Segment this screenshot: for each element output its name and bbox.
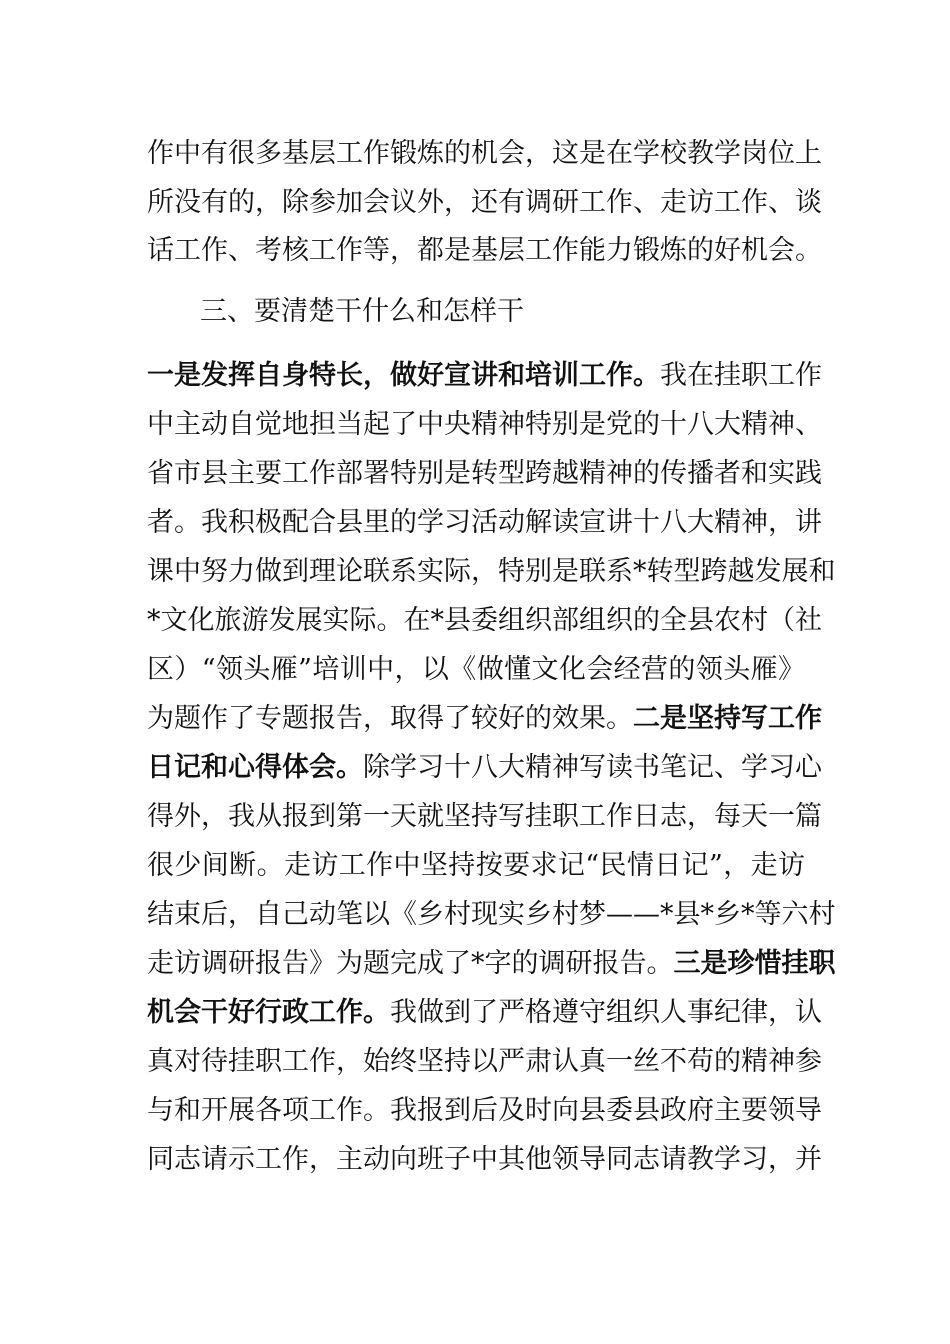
paragraph-line bbox=[147, 454, 822, 494]
line-text: 我做到了严格遵守组织人事纪律，认 bbox=[390, 997, 822, 1028]
line-text: 同志请示工作，主动向班子中其他领导同志请教学习，并 bbox=[147, 1144, 822, 1175]
paragraph-line bbox=[147, 993, 822, 1033]
paragraph-line: 作中有很多基层工作锻炼的机会，这是在学校教学岗位上 bbox=[147, 138, 822, 169]
line-text: 为题作了专题报告，取得了较好的效果。 bbox=[147, 703, 633, 734]
paragraph-line bbox=[147, 846, 805, 886]
line-text: 我在挂职工作 bbox=[660, 360, 822, 391]
bold-phrase: 机会干好行政工作。 bbox=[147, 997, 390, 1028]
bold-phrase: 日记和心得体会。 bbox=[147, 752, 363, 783]
line-text: 省市县主要工作部署特别是转型跨越精神的传播者和实践 bbox=[147, 458, 822, 489]
paragraph-line: 话工作、考核工作等，都是基层工作能力锻炼的好机会。 bbox=[147, 235, 822, 266]
bold-phrase: 二是坚持写工作 bbox=[633, 703, 822, 734]
section-heading: 三、要清楚干什么和怎样干 bbox=[200, 296, 524, 327]
paragraph-line bbox=[147, 699, 822, 739]
line-text: 走访调研报告》为题完成了*字的调研报告。 bbox=[147, 948, 674, 979]
paragraph-line bbox=[147, 552, 836, 592]
line-text: 中主动自觉地担当起了中央精神特别是党的十八大精神、 bbox=[147, 409, 822, 440]
line-text: *文化旅游发展实际。在*县委组织部组织的全县农村（社 bbox=[147, 605, 822, 636]
line-text: 者。我积极配合县里的学习活动解读宣讲十八大精神，讲 bbox=[147, 507, 822, 538]
line-text: 与和开展各项工作。我报到后及时向县委县政府主要领导 bbox=[147, 1095, 822, 1126]
paragraph-line bbox=[147, 895, 836, 935]
line-text: 结束后，自己动笔以《乡村现实乡村梦——*县*乡*等六村 bbox=[147, 899, 836, 930]
paragraph-line bbox=[147, 503, 822, 543]
paragraph-line bbox=[147, 1140, 822, 1180]
paragraph-line: 所没有的，除参加会议外，还有调研工作、走访工作、谈 bbox=[147, 187, 822, 218]
bold-phrase: 三是珍惜挂职 bbox=[673, 948, 836, 979]
paragraph-line bbox=[147, 356, 822, 396]
paragraph-line bbox=[147, 944, 836, 984]
paragraph-line bbox=[147, 1042, 822, 1082]
line-text: 除学习十八大精神写读书笔记、学习心 bbox=[363, 752, 822, 783]
paragraph-line bbox=[147, 1091, 822, 1131]
line-text: 课中努力做到理论联系实际，特别是联系*转型跨越发展和 bbox=[147, 556, 836, 587]
line-text: 区）“领头雁”培训中，以《做懂文化会经营的领头雁》 bbox=[147, 654, 805, 685]
paragraph-line bbox=[147, 601, 822, 641]
paragraph-line bbox=[147, 797, 822, 837]
paragraph-line bbox=[147, 650, 805, 690]
line-text: 真对待挂职工作，始终坚持以严肃认真一丝不苟的精神参 bbox=[147, 1046, 822, 1077]
line-text: 得外，我从报到第一天就坚持写挂职工作日志，每天一篇 bbox=[147, 801, 822, 832]
bold-phrase: 一是发挥自身特长，做好宣讲和培训工作。 bbox=[147, 360, 660, 391]
line-text: 很少间断。走访工作中坚持按要求记“民情日记”，走访 bbox=[147, 850, 805, 881]
paragraph-line bbox=[147, 748, 822, 788]
paragraph-line bbox=[147, 405, 822, 445]
